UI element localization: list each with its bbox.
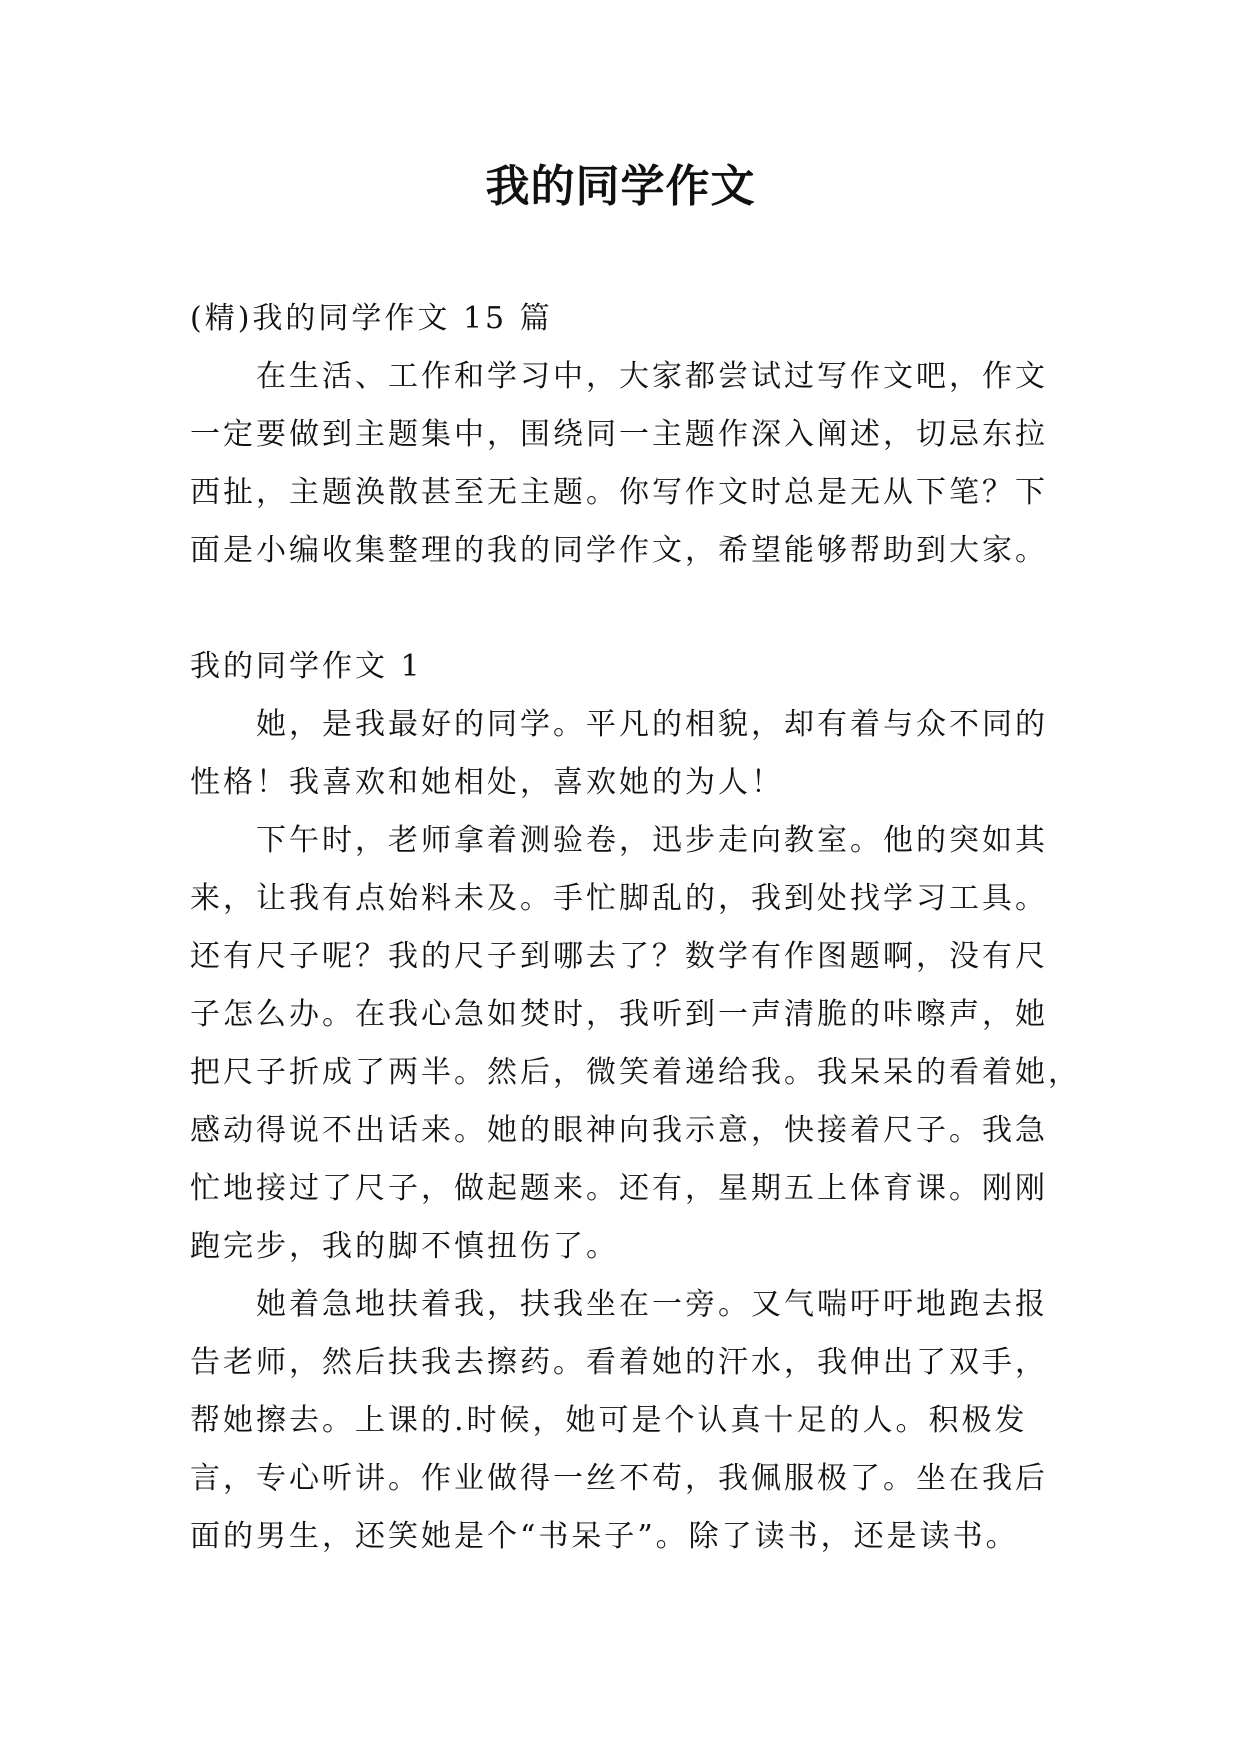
paragraph-line: 把尺子折成了两半。然后，微笑着递给我。我呆呆的看着她， (190, 1055, 1081, 1090)
paragraph-line: 下午时，老师拿着测验卷，迅步走向教室。他的突如其 (256, 823, 1048, 858)
paragraph-2 (190, 812, 1081, 1276)
paragraph-line: 跑完步，我的脚不慎扭伤了。 (190, 1229, 619, 1264)
paragraph-line: 一定要做到主题集中，围绕同一主题作深入阐述，切忌东拉 (190, 417, 1048, 452)
paragraph-line: 告老师，然后扶我去擦药。看着她的汗水，我伸出了双手， (190, 1345, 1048, 1380)
document-subtitle: (精)我的同学作文 15 篇 (190, 301, 553, 336)
paragraph-line: 忙地接过了尺子，做起题来。还有，星期五上体育课。刚刚 (190, 1171, 1048, 1206)
section-heading: 我的同学作文 1 (190, 649, 423, 684)
paragraph-line: 西扯，主题涣散甚至无主题。你写作文时总是无从下笔？下 (190, 475, 1048, 510)
paragraph-line: 性格！我喜欢和她相处，喜欢她的为人！ (190, 765, 784, 800)
paragraph-line: 言，专心听讲。作业做得一丝不苟，我佩服极了。坐在我后 (190, 1461, 1048, 1496)
paragraph-line: 来，让我有点始料未及。手忙脚乱的，我到处找学习工具。 (190, 881, 1048, 916)
paragraph-line: 还有尺子呢？我的尺子到哪去了？数学有作图题啊，没有尺 (190, 939, 1048, 974)
paragraph-3 (190, 1276, 1070, 1566)
paragraph-line: 感动得说不出话来。她的眼神向我示意，快接着尺子。我急 (190, 1113, 1048, 1148)
document-title: 我的同学作文 (485, 161, 756, 212)
document-body (190, 290, 1081, 1566)
paragraph-line: 面是小编收集整理的我的同学作文，希望能够帮助到大家。 (190, 533, 1048, 568)
paragraph-line: 帮她擦去。上课的.时候，她可是个认真十足的人。积极发 (190, 1403, 1028, 1438)
intro-paragraph (190, 348, 1070, 580)
paragraph-line: 在生活、工作和学习中，大家都尝试过写作文吧，作文 (256, 359, 1048, 394)
paragraph-line: 面的男生，还笑她是个“书呆子”。除了读书，还是读书。 (190, 1519, 1019, 1554)
paragraph-line: 她，是我最好的同学。平凡的相貌，却有着与众不同的 (256, 707, 1048, 742)
paragraph-line: 子怎么办。在我心急如焚时，我听到一声清脆的咔嚓声，她 (190, 997, 1048, 1032)
paragraph-1 (190, 696, 1070, 812)
paragraph-line: 她着急地扶着我，扶我坐在一旁。又气喘吁吁地跑去报 (256, 1287, 1048, 1322)
